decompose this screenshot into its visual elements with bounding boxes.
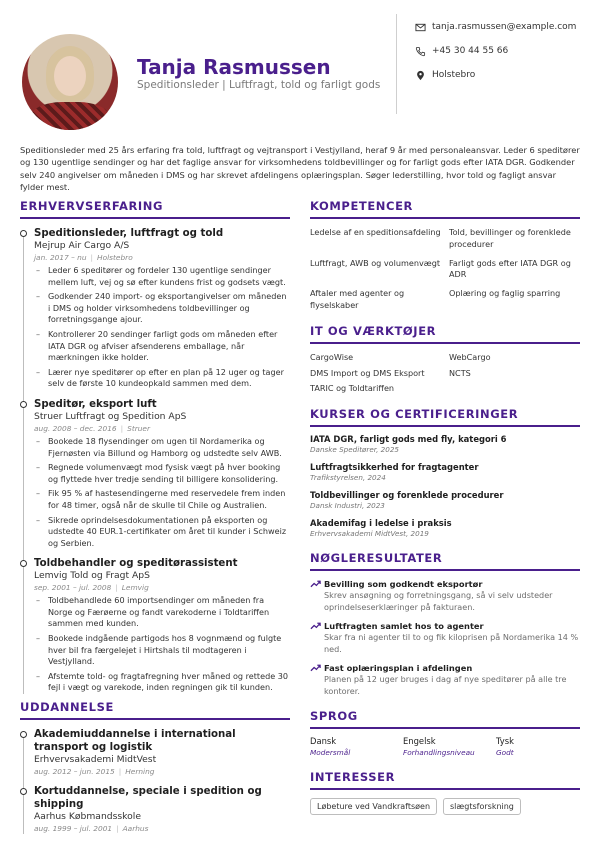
job-meta: jan. 2017 – nu | Holstebro bbox=[34, 253, 133, 262]
resume-header bbox=[0, 0, 600, 135]
education-school: Aarhus Købmandsskole bbox=[34, 811, 141, 823]
timeline-dot bbox=[20, 731, 27, 738]
section-title-languages: SPROG bbox=[310, 709, 358, 724]
tool-item: TARIC og Toldtariffen bbox=[310, 383, 395, 394]
job-title: Toldbehandler og speditørassistent bbox=[34, 558, 238, 570]
result-item bbox=[310, 579, 580, 613]
map-pin-icon bbox=[414, 69, 426, 81]
section-title-competencies: KOMPETENCER bbox=[310, 199, 413, 213]
result-title: Bevilling som godkendt eksportør bbox=[324, 579, 483, 590]
competency-item: Ledelse af en speditionsafdeling bbox=[310, 227, 441, 237]
job-bullet: – Kontrollerer 20 sendinger farligt gods om måneden efter IATA DGR og afviser afsenderens emballage, når mærkningen ikke holder. bbox=[34, 329, 290, 364]
results-section bbox=[310, 551, 580, 697]
section-rule bbox=[310, 425, 580, 427]
tool-item: DMS Import og DMS Eksport bbox=[310, 367, 425, 378]
course-title: Akademifag i ledelse i praksis bbox=[310, 518, 452, 529]
result-text: Skrev ansøgning og forretningsgang, så vi selv udsteder oprindelseserklæringer på fakturaen. bbox=[324, 590, 553, 612]
tool-item: NCTS bbox=[449, 367, 471, 378]
section-title-education: UDDANNELSE bbox=[20, 700, 114, 715]
language-name: Engelsk bbox=[403, 736, 436, 747]
language-level: Forhandlingsniveau bbox=[403, 748, 475, 758]
section-rule bbox=[310, 788, 580, 790]
job-bullets bbox=[34, 265, 290, 390]
education-meta: aug. 2012 – jun. 2015 | Herning bbox=[34, 767, 155, 777]
course-item bbox=[310, 434, 580, 455]
job-subtitle: Speditionsleder | Luftfragt, told og farligt gods bbox=[137, 79, 381, 91]
timeline-dot bbox=[20, 560, 27, 567]
job-company: Lemvig Told og Fragt ApS bbox=[34, 570, 150, 582]
job-title: Speditør, eksport luft bbox=[34, 398, 157, 410]
courses-section bbox=[310, 407, 580, 539]
competency-item: Farligt gods efter IATA DGR og ADR bbox=[449, 257, 571, 280]
language-name: Tysk bbox=[496, 736, 514, 747]
result-text: Planen på 12 uger bruges i dag af nye speditører på alle tre kontorer. bbox=[324, 674, 567, 696]
section-title-experience: ERHVERVSERFARING bbox=[20, 199, 164, 213]
job-meta: aug. 2008 – dec. 2016 | Struer bbox=[34, 423, 151, 433]
experience-section bbox=[20, 199, 290, 694]
competencies-section bbox=[310, 199, 580, 312]
competency-item: Aftaler med agenter og flyselskaber bbox=[310, 288, 405, 310]
result-title: Luftfragten samlet hos to agenter bbox=[324, 621, 484, 632]
job-bullet: – Afstemte told- og fragtafregning hver måned og rettede 30 fejl i vægt og varekode, inden regningen gik til kunden. bbox=[34, 671, 290, 694]
profile-photo bbox=[22, 34, 118, 130]
competency-item: Luftfragt, AWB og volumenvægt bbox=[310, 257, 441, 268]
person-name: Tanja Rasmussen bbox=[137, 55, 331, 79]
contact-email[interactable]: tanja.rasmussen@example.com bbox=[414, 21, 576, 33]
section-rule bbox=[310, 342, 580, 344]
course-provider: Dansk Industri, 2023 bbox=[310, 501, 385, 511]
section-rule bbox=[20, 718, 290, 720]
result-item bbox=[310, 663, 580, 697]
job-bullet: – Bookede indgående partigods hos 8 vognmænd og fulgte hver bil fra færgelejet i Hirtshals til modtageren i Vestjylland. bbox=[34, 633, 290, 668]
tool-item: WebCargo bbox=[449, 351, 491, 362]
tool-item: CargoWise bbox=[310, 351, 354, 362]
job-bullet: – Lærer nye speditører op efter en plan på 12 uger og tager selv de første 10 kundeopkald sammen med dem. bbox=[34, 367, 290, 390]
timeline-dot bbox=[20, 788, 27, 795]
section-rule bbox=[310, 569, 580, 571]
interest-tag: slægtsforskning bbox=[443, 798, 521, 815]
job-bullet: – Sikrede oprindelsesdokumentationen på eksporten og udstedte 40 EUR.1-certifikater om året til kunder i Schweiz og Serbien. bbox=[34, 515, 290, 550]
language-level: Godt bbox=[496, 748, 514, 758]
course-title: Toldbevillinger og forenklede procedurer bbox=[310, 490, 504, 501]
section-rule bbox=[310, 217, 580, 219]
header-divider bbox=[396, 14, 397, 114]
job-title: Speditionsleder, luftfragt og told bbox=[34, 228, 224, 239]
result-text: Skar fra ni agenter til to og fik kiloprisen på Nordamerika 14 % ned. bbox=[324, 632, 579, 654]
language-item bbox=[496, 736, 580, 758]
job-entry bbox=[34, 557, 290, 694]
course-title: IATA DGR, farligt gods med fly, kategori 6 bbox=[310, 434, 507, 445]
course-item bbox=[310, 462, 580, 483]
contact-phone[interactable]: +45 30 44 55 66 bbox=[414, 45, 508, 57]
course-provider: Trafikstyrelsen, 2024 bbox=[310, 473, 386, 483]
section-title-tools: IT OG VÆRKTØJER bbox=[310, 323, 437, 338]
section-rule bbox=[20, 217, 290, 219]
job-bullet: – Bookede 18 flysendinger om ugen til Nordamerika og Fjernøsten via Billund og Hamborg og udstedte selv AWB. bbox=[34, 436, 290, 459]
result-title: Fast oplæringsplan i afdelingen bbox=[324, 663, 473, 674]
result-item bbox=[310, 621, 580, 655]
trend-up-icon bbox=[310, 579, 321, 589]
job-entry bbox=[34, 398, 290, 549]
language-name: Dansk bbox=[310, 736, 337, 747]
trend-up-icon bbox=[310, 621, 321, 631]
language-item bbox=[310, 736, 403, 758]
right-column bbox=[310, 199, 580, 815]
competency-item: Oplæring og faglig sparring bbox=[449, 288, 561, 299]
section-title-courses: KURSER OG CERTIFICERINGER bbox=[310, 407, 519, 422]
tools-section bbox=[310, 324, 580, 395]
education-title: Akademiuddannelse i international transport og logistik bbox=[34, 729, 236, 754]
education-entry bbox=[34, 728, 290, 777]
interests-section bbox=[310, 770, 580, 815]
section-title-interests: INTERESSER bbox=[310, 770, 396, 785]
job-bullets bbox=[34, 436, 290, 549]
job-meta: sep. 2001 – jul. 2008 | Lemvig bbox=[34, 583, 149, 593]
job-entry bbox=[34, 227, 290, 390]
course-item bbox=[310, 490, 580, 511]
phone-icon bbox=[414, 45, 426, 57]
course-provider: Danske Speditører, 2025 bbox=[310, 445, 399, 455]
profile-summary: Speditionsleder med 25 års erfaring fra told, luftfragt og vejtransport i Vestjylland, heraf 9 år med personaleansvar. Leder 6 speditører og 130 ugentlige sendinger og har det faglige ansvar for virksomhedens toldbevillinger og for farligt gods efter IATA DGR. Godkender selv 240 angivelser om måneden i DMS og har skrevet afdelingens oplæringsplan. Søger lederstilling, hvor told og fagligt ansvar fylder mest. bbox=[20, 145, 580, 193]
left-column bbox=[20, 199, 290, 834]
course-provider: Erhvervsakademi MidtVest, 2019 bbox=[310, 529, 429, 539]
language-level: Modersmål bbox=[310, 748, 351, 758]
job-company: Struer Luftfragt og Spedition ApS bbox=[34, 410, 187, 422]
section-title-results: NØGLERESULTATER bbox=[310, 551, 443, 566]
education-entry bbox=[34, 785, 290, 834]
job-bullet: – Fik 95 % af hastesendingerne med reservedele frem inden for 48 timer, også når de skulle til Chile og Australien. bbox=[34, 488, 290, 511]
job-bullet: – Godkender 240 import- og eksportangivelser om måneden i DMS og holder virksomhedens toldbevillinger og forretningsgange ajour. bbox=[34, 291, 290, 326]
job-bullets bbox=[34, 595, 290, 694]
competency-item: Told, bevillinger og forenklede procedurer bbox=[449, 227, 571, 249]
contact-location: Holstebro bbox=[414, 69, 475, 81]
job-bullet: – Toldbehandlede 60 importsendinger om måneden fra Norge og Færøerne og fandt varekoderne i Toldtariffen sammen med kunden. bbox=[34, 595, 290, 630]
education-title: Kortuddannelse, speciale i spedition og shipping bbox=[34, 786, 262, 811]
course-item bbox=[310, 518, 580, 539]
education-school: Erhvervsakademi MidtVest bbox=[34, 754, 157, 766]
education-meta: aug. 1999 – jul. 2001 | Aarhus bbox=[34, 824, 149, 834]
timeline-dot bbox=[20, 230, 27, 237]
language-item bbox=[403, 736, 496, 758]
languages-section bbox=[310, 709, 580, 758]
job-bullet: – Leder 6 speditører og fordeler 130 ugentlige sendinger mellem luft, vej og sø efter kundens frist og godsets vægt. bbox=[34, 265, 290, 288]
timeline-dot bbox=[20, 401, 27, 408]
envelope-icon bbox=[414, 21, 426, 33]
job-company: Mejrup Air Cargo A/S bbox=[34, 240, 130, 251]
section-rule bbox=[310, 727, 580, 729]
course-title: Luftfragtsikkerhed for fragtagenter bbox=[310, 462, 479, 473]
trend-up-icon bbox=[310, 663, 321, 673]
interest-tag: Løbeture ved Vandkraftsøen bbox=[310, 798, 437, 815]
job-bullet: – Regnede volumenvægt mod fysisk vægt på hver booking og flyttede hver tredje sending til billigere konsolidering. bbox=[34, 462, 290, 485]
education-section bbox=[20, 700, 290, 834]
